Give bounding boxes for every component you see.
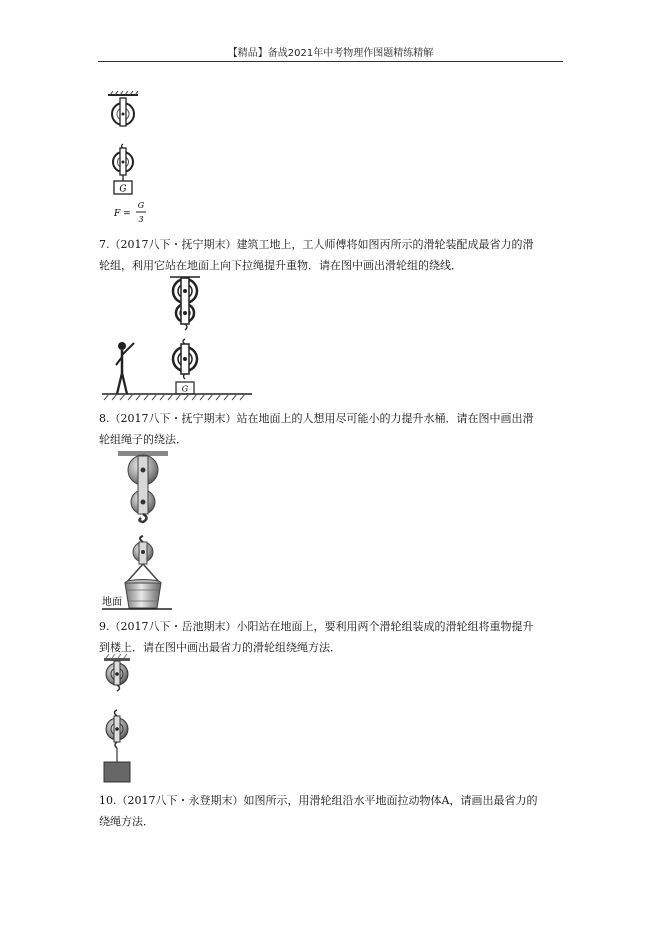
question-7-line2: 轮组，利用它站在地面上向下拉绳提升重物．请在图中画出滑轮组的绕线． <box>99 259 462 272</box>
question-10 <box>99 790 569 832</box>
question-10-line1: 10.（2017八下・永登期末）如图所示，用滑轮组沿水平地面拉动物体A，请画出最省力的 <box>99 794 538 807</box>
question-8 <box>99 408 569 450</box>
question-8-line2: 轮组绳子的绕法． <box>99 433 187 446</box>
question-8-line1: 8.（2017八下・抚宁期末）站在地面上的人想用尽可能小的力提升水桶．请在图中画出滑 <box>99 412 534 425</box>
formula-numerator: G <box>137 201 145 210</box>
question-7-line1: 7.（2017八下・抚宁期末）建筑工地上，工人师傅将如图丙所示的滑轮装配成最省力的滑 <box>99 238 534 251</box>
figure-q9-pulley <box>100 656 140 786</box>
question-9-line2: 到楼上．请在图中画出最省力的滑轮组绕绳方法． <box>99 641 341 654</box>
ground-label: 地面 <box>102 597 122 608</box>
question-9-line1: 9.（2017八下・岳池期末）小阳站在地面上，要利用两个滑轮组装成的滑轮组将重物提升 <box>99 620 534 633</box>
question-7 <box>99 234 569 276</box>
figure-q8-bucket-pulley <box>100 448 190 613</box>
header-divider <box>98 61 563 62</box>
formula-lhs: F = <box>114 209 131 219</box>
question-10-line2: 绕绳方法． <box>99 815 154 828</box>
figure-q7-worker-pulley <box>100 275 260 405</box>
question-9 <box>99 616 569 658</box>
q7-block-label: G <box>181 384 189 394</box>
figure-previous-pulley <box>100 90 170 230</box>
block-label: G <box>119 184 127 195</box>
page-header: 【精品】备战2021年中考物理作图题精练精解 <box>227 48 434 59</box>
formula-denominator: 3 <box>138 215 144 224</box>
